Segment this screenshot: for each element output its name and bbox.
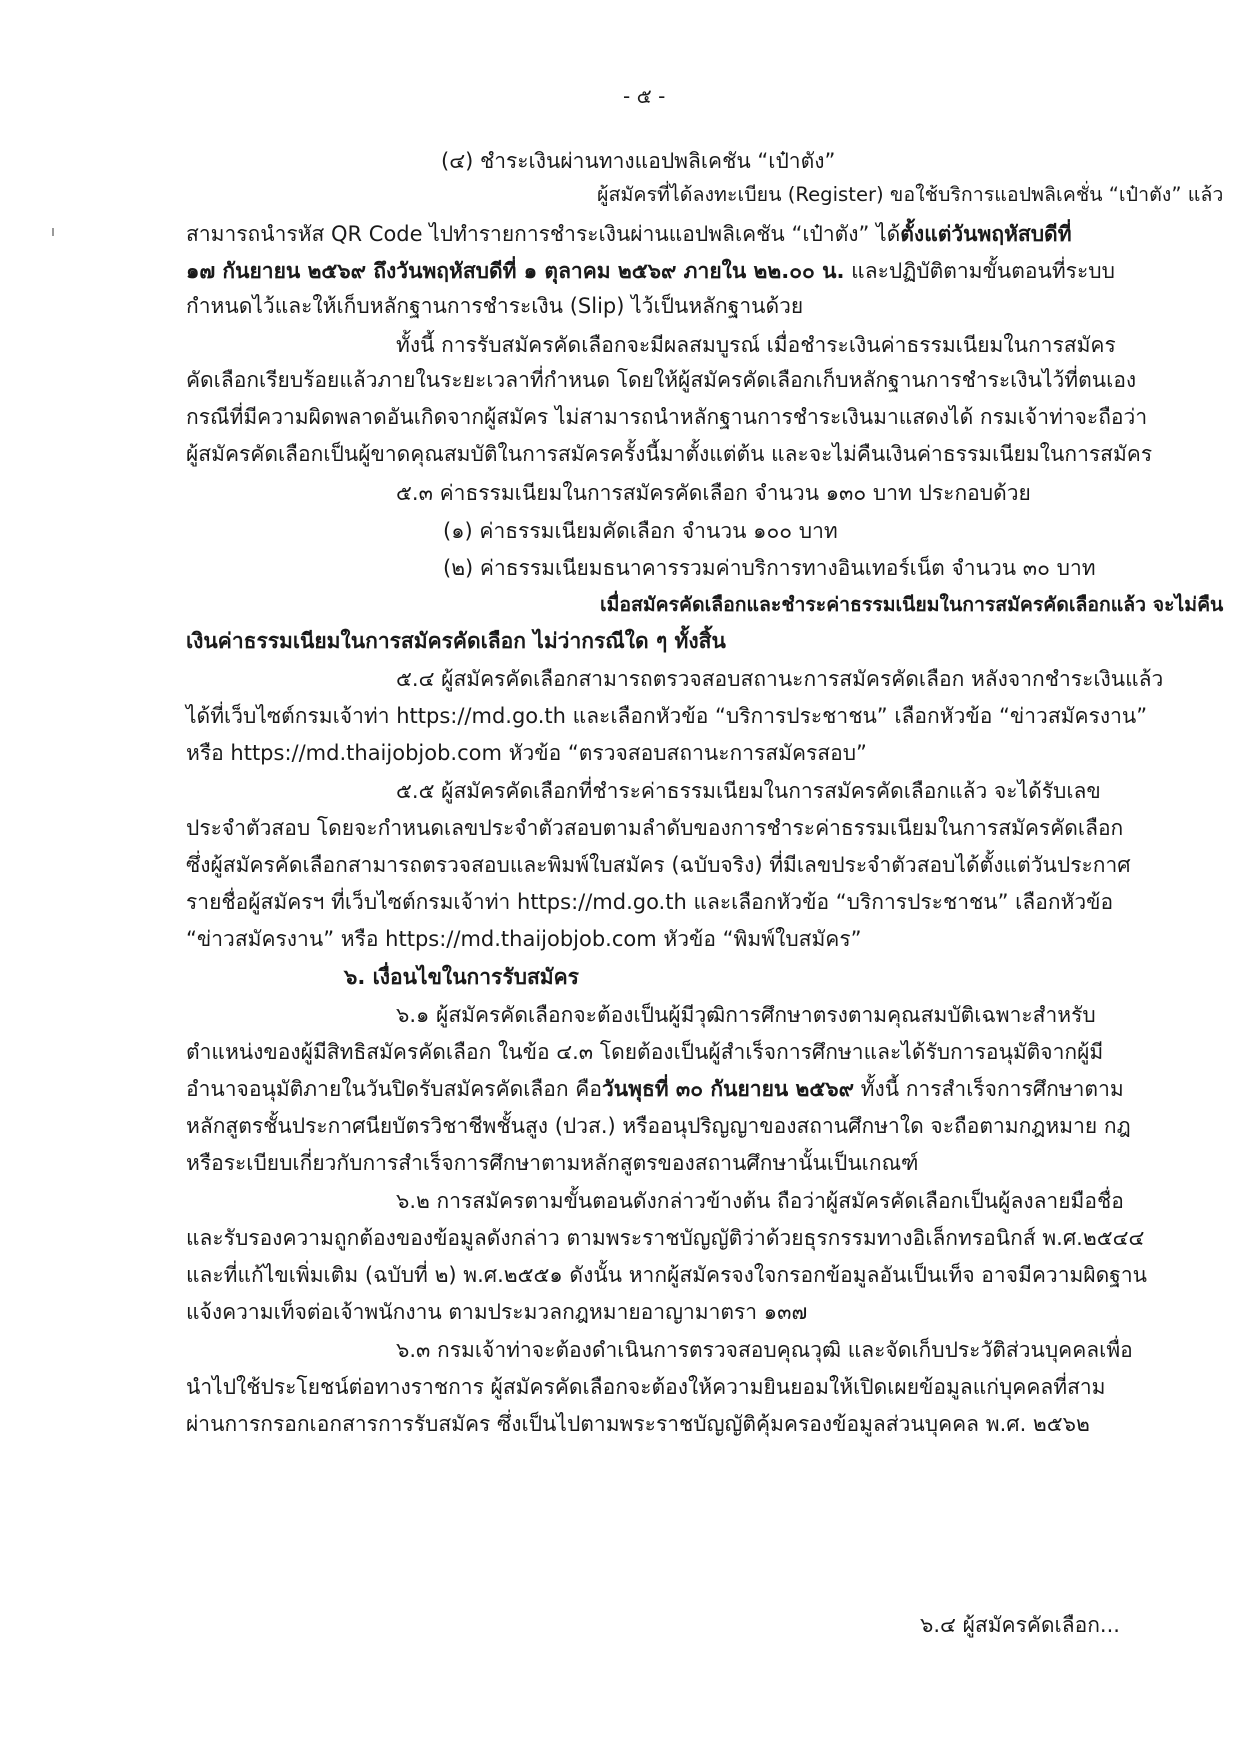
paragraph-line: [597, 180, 1223, 210]
paragraph-line: [396, 776, 1101, 806]
text-run: ตำแหน่งของผู้มีสิทธิสมัครคัดเลือก ในข้อ ๔.๓ โดยต้องเป็นผู้สำเร็จการศึกษาและได้รับการอนุมัติจากผู้มี: [186, 1040, 1104, 1064]
text-run: ประจำตัวสอบ โดยจะกำหนดเลขประจำตัวสอบตามลำดับของการชำระค่าธรรมเนียมในการสมัครคัดเลือก: [186, 816, 1124, 840]
paragraph-line: [186, 1148, 919, 1178]
paragraph-line: [396, 1186, 1124, 1216]
paragraph-line: [186, 365, 1136, 395]
footer-continuation: ๖.๔ ผู้สมัครคัดเลือก...: [920, 1613, 1120, 1637]
text-run: ๖.๑ ผู้สมัครคัดเลือกจะต้องเป็นผู้มีวุฒิการศึกษาตรงตามคุณสมบัติเฉพาะสำหรับ: [396, 1003, 1096, 1027]
text-run: (๒) ค่าธรรมเนียมธนาคารรวมค่าบริการทางอินเทอร์เน็ต จำนวน ๓๐ บาท: [443, 556, 1096, 580]
paragraph-line: [186, 701, 1147, 731]
text-run: ๖.๓ กรมเจ้าท่าจะต้องดำเนินการตรวจสอบคุณวุฒิ และจัดเก็บประวัติส่วนบุคคลเพื่อ: [396, 1338, 1133, 1362]
text-run: ๕.๓ ค่าธรรมเนียมในการสมัครคัดเลือก จำนวน ๑๓๐ บาท ประกอบด้วย: [396, 481, 1031, 505]
bold-text-run: วันพุธที่ ๓๐ กันยายน ๒๕๖๙: [601, 1077, 854, 1101]
paragraph-line: [396, 478, 1031, 508]
text-run: แจ้งความเท็จต่อเจ้าพนักงาน ตามประมวลกฎหมายอาญามาตรา ๑๓๗: [186, 1300, 808, 1324]
text-run: ผู้สมัครที่ได้ลงทะเบียน (Register) ขอใช้บริการแอปพลิเคชั่น “เป๋าตัง” แล้ว: [597, 183, 1224, 206]
text-run: หรือ https://md.thaijobjob.com หัวข้อ “ตรวจสอบสถานะการสมัครสอบ”: [186, 741, 867, 765]
paragraph-line: [396, 664, 1163, 694]
paragraph-line: [186, 439, 1152, 469]
text-run: ทั้งนี้ การสำเร็จการศึกษาตาม: [854, 1077, 1124, 1101]
paragraph-line: [396, 1335, 1133, 1365]
text-run: ผู้สมัครคัดเลือกเป็นผู้ขาดคุณสมบัติในการสมัครครั้งนี้มาตั้งแต่ต้น และจะไม่คืนเงินค่าธรรมเนียมในการสมัคร: [186, 442, 1153, 466]
text-run: หรือระเบียบเกี่ยวกับการสำเร็จการศึกษาตามหลักสูตรของสถานศึกษานั้นเป็นเกณฑ์: [186, 1151, 919, 1175]
paragraph-line: [186, 291, 803, 321]
scan-mark: [52, 228, 54, 236]
text-run: กรณีที่มีความผิดพลาดอันเกิดจากผู้สมัคร ไม่สามารถนำหลักฐานการชำระเงินมาแสดงได้ กรมเจ้าท่าจะถือว่า: [186, 405, 1148, 429]
text-run: อำนาจอนุมัติภายในวันปิดรับสมัครคัดเลือก คือ: [186, 1077, 602, 1101]
paragraph-line: [186, 1037, 1103, 1067]
text-run: ๕.๕ ผู้สมัครคัดเลือกที่ชำระค่าธรรมเนียมในการสมัครคัดเลือกแล้ว จะได้รับเลข: [396, 779, 1101, 803]
text-run: สามารถนำรหัส QR Code ไปทำรายการชำระเงินผ่านแอปพลิเคชัน “เป๋าตัง” ได้: [186, 222, 901, 246]
text-run: ซึ่งผู้สมัครคัดเลือกสามารถตรวจสอบและพิมพ์ใบสมัคร (ฉบับจริง) ที่มีเลขประจำตัวสอบได้ตั้งแต่วันประกาศ: [186, 853, 1131, 877]
bold-text-run: ตั้งแต่วันพฤหัสบดีที่: [900, 222, 1072, 246]
paragraph-line: [186, 1297, 807, 1327]
paragraph-line: [600, 590, 1223, 620]
bold-text-run: เมื่อสมัครคัดเลือกและชำระค่าธรรมเนียมในการสมัครคัดเลือกแล้ว จะไม่คืน: [600, 593, 1224, 616]
text-run: “ข่าวสมัครงาน” หรือ https://md.thaijobjob.com หัวข้อ “พิมพ์ใบสมัคร”: [186, 927, 862, 951]
text-run: (๔) ชำระเงินผ่านทางแอปพลิเคชัน “เป๋าตัง”: [441, 149, 836, 173]
text-run: รายชื่อผู้สมัครฯ ที่เว็บไซต์กรมเจ้าท่า https://md.go.th และเลือกหัวข้อ “บริการประชาชน” เลือกหัวข้อ: [186, 890, 1114, 914]
paragraph-line: [396, 1000, 1096, 1030]
paragraph-line: [441, 146, 835, 176]
paragraph-line: [186, 887, 1113, 917]
text-run: นำไปใช้ประโยชน์ต่อทางราชการ ผู้สมัครคัดเลือกจะต้องให้ความยินยอมให้เปิดเผยข้อมูลแก่บุคคลที่สาม: [186, 1375, 1106, 1399]
paragraph-line: [186, 924, 862, 954]
text-run: และรับรองความถูกต้องของข้อมูลดังกล่าว ตามพระราชบัญญัติว่าด้วยธุรกรรมทางอิเล็กทรอนิกส์ พ.ศ.๒๕๔๔: [186, 1226, 1145, 1250]
text-run: และปฏิบัติตามขั้นตอนที่ระบบ: [844, 259, 1115, 283]
text-run: ผ่านการกรอกเอกสารการรับสมัคร ซึ่งเป็นไปตามพระราชบัญญัติคุ้มครองข้อมูลส่วนบุคคล พ.ศ. ๒๕๖๒: [186, 1412, 1090, 1436]
paragraph-line: [186, 813, 1123, 843]
bold-text-run: ๑๗ กันยายน ๒๕๖๙ ถึงวันพฤหัสบดีที่ ๑ ตุลาคม ๒๕๖๙ ภายใน ๒๒.๐๐ น.: [186, 259, 845, 283]
page-number: - ๕ -: [623, 84, 666, 108]
paragraph-line: [186, 1409, 1090, 1439]
paragraph-line: [443, 516, 838, 546]
paragraph-line: [186, 1260, 1147, 1290]
text-run: หลักสูตรชั้นประกาศนียบัตรวิชาชีพชั้นสูง (ปวส.) หรืออนุปริญญาของสถานศึกษาใด จะถือตามกฎหมาย กฎ: [186, 1114, 1131, 1138]
text-run: ๖.๒ การสมัครตามขั้นตอนดังกล่าวข้างต้น ถือว่าผู้สมัครคัดเลือกเป็นผู้ลงลายมือชื่อ: [396, 1189, 1124, 1213]
paragraph-line: [186, 219, 1072, 249]
text-run: ๕.๔ ผู้สมัครคัดเลือกสามารถตรวจสอบสถานะการสมัครคัดเลือก หลังจากชำระเงินแล้ว: [396, 667, 1164, 691]
paragraph-line: [186, 1111, 1131, 1141]
paragraph-line: [443, 553, 1096, 583]
paragraph-line: [186, 1372, 1106, 1402]
paragraph-line: [186, 1074, 1124, 1104]
paragraph-line: [186, 402, 1147, 432]
paragraph-line: [186, 1223, 1144, 1253]
text-run: (๑) ค่าธรรมเนียมคัดเลือก จำนวน ๑๐๐ บาท: [443, 519, 838, 543]
bold-text-run: เงินค่าธรรมเนียมในการสมัครคัดเลือก ไม่ว่ากรณีใด ๆ ทั้งสิ้น: [186, 629, 726, 653]
text-run: และที่แก้ไขเพิ่มเติม (ฉบับที่ ๒) พ.ศ.๒๕๕๑ ดังนั้น หากผู้สมัครจงใจกรอกข้อมูลอันเป็นเท็จ อาจมีความผิดฐาน: [186, 1263, 1148, 1287]
text-run: คัดเลือกเรียบร้อยแล้วภายในระยะเวลาที่กำหนด โดยให้ผู้สมัครคัดเลือกเก็บหลักฐานการชำระเงินไว้ที่ตนเอง: [186, 368, 1137, 392]
section-heading: [344, 962, 579, 992]
paragraph-line: [396, 330, 1116, 360]
paragraph-line: [186, 256, 1115, 286]
paragraph-line: [186, 738, 867, 768]
text-run: ได้ที่เว็บไซต์กรมเจ้าท่า https://md.go.th และเลือกหัวข้อ “บริการประชาชน” เลือกหัวข้อ “ข่าวสมัครงาน”: [186, 704, 1148, 728]
text-run: ทั้งนี้ การรับสมัครคัดเลือกจะมีผลสมบูรณ์ เมื่อชำระเงินค่าธรรมเนียมในการสมัคร: [396, 333, 1116, 357]
bold-text-run: ๖. เงื่อนไขในการรับสมัคร: [344, 965, 579, 989]
text-run: กำหนดไว้และให้เก็บหลักฐานการชำระเงิน (Slip) ไว้เป็นหลักฐานด้วย: [186, 294, 804, 318]
paragraph-line: [186, 850, 1131, 880]
paragraph-line: [186, 626, 726, 656]
